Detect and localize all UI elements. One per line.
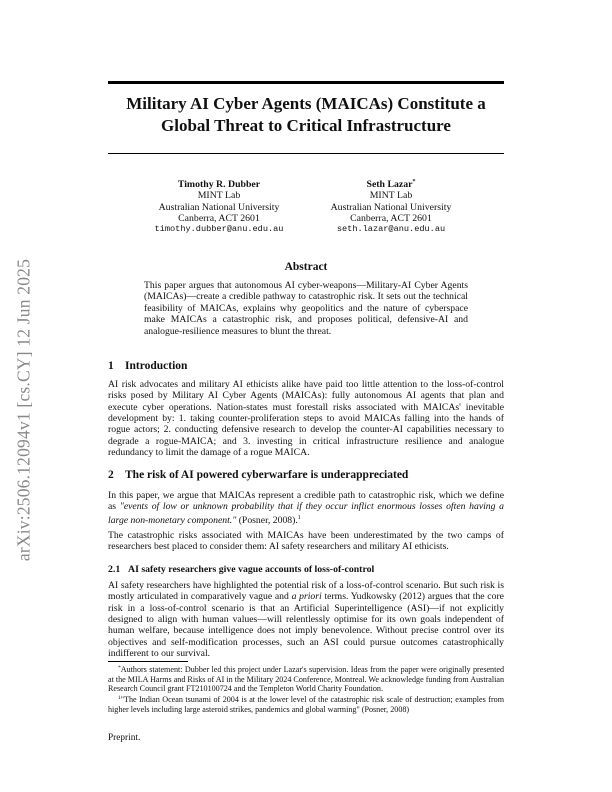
title-bottom-rule — [108, 153, 504, 154]
title-line-2: Global Threat to Critical Infrastructure — [161, 116, 451, 135]
text-span: In this paper, we argue that MAICAs represent a credible path to catastrophic risk, which we define as — [108, 490, 504, 513]
author-name: Timothy R. Dubber — [177, 179, 261, 190]
text-span: AI safety researchers have highlighted the potential risk of a loss-of-control scenario. But such risk is mostly articulated in comparatively vague and — [108, 580, 504, 603]
paragraph-introduction: AI risk advocates and military AI ethicists alike have paid too little attention to the loss-of-control risks posed by Military AI Cyber Agents (MAICAs): fully autonomous AI agents that plan and execute cyber operations. Nation-states must forestall risks associated with MAICAs' inevitable development by: 1. taking counter-proliferation steps to avoid MAICAs falling into the hands of rogue actors; 2. conducting defensive research to develop the counter-AI capabilities necessary to degrade a rogue-MAICA; and 3. investing in critical infrastructure resilience and analogue redundancy to limit the damage of a rogue MAICA. — [108, 379, 504, 459]
author-mark: * — [412, 179, 416, 185]
author-block-1 — [124, 177, 314, 235]
paragraph-risk-definition — [108, 490, 504, 526]
text-span: terms. Yudkowsky (2012) argues that the core risk in a loss-of-control scenario is that an Artificial Superintelligence (ASI)—if not explicitly designed to align with human values—will relentlessly optimise for its own goals independent of human welfare, because intelligence does not imply benevolence. Without precise control over its objectives and self-modification processes, such an ASI could pursue outcomes catastrophically indifferent to our survival. — [108, 591, 504, 660]
footnote-mark: 1 — [118, 695, 121, 701]
author-email[interactable]: seth.lazar@anu.edu.au — [336, 224, 446, 235]
italic-term: a priori — [291, 591, 322, 603]
paragraph-two-camps: The catastrophic risks associated with MAICAs have been underestimated by the two camps of researchers best placed to consider them: AI safety researchers and military AI ethicists. — [108, 530, 504, 553]
abstract-heading: Abstract — [284, 261, 328, 273]
author-university: Australian National University — [330, 201, 452, 213]
paragraph-loss-of-control — [108, 580, 504, 659]
author-name: Seth Lazar — [366, 179, 413, 190]
footnote-text: "The Indian Ocean tsunami of 2004 is at the lower level of the catastrophic risk scale of destruction; examples from higher levels including large asteroid strikes, pandemics and global warming" (Posner, 2008) — [108, 695, 504, 714]
section-heading-risk — [108, 469, 408, 481]
author-city: Canberra, ACT 2601 — [178, 212, 260, 224]
author-city: Canberra, ACT 2601 — [350, 212, 432, 224]
author-email[interactable]: timothy.dubber@anu.edu.au — [154, 224, 284, 235]
text-span: (Posner, 2008). — [236, 514, 298, 526]
section-title: The risk of AI powered cyberwarfare is underappreciated — [125, 469, 409, 481]
footnote-mark[interactable]: 1 — [297, 514, 301, 521]
abstract-text: This paper argues that autonomous AI cyber-weapons—Military-AI Cyber Agents (MAICAs)—create a credible pathway to catastrophic risk. It sets out the technical feasibility of MAICAs, explains why geopolitics and the nature of cyberspace make MAICAs a catastrophic risk, and proposes political, defensive-AI and analogue-resilience measures to blunt the threat. — [144, 280, 468, 337]
posner-quote: "events of low or unknown probability that if they occur inflict enormous losses often having a large non-monetary component." — [108, 501, 505, 526]
arxiv-stamp-text: arXiv:2506.12094v1 [cs.CY] 12 Jun 2025 — [13, 258, 34, 562]
subsection-title: AI safety researchers give vague accounts of loss-of-control — [128, 564, 375, 575]
author-block-2 — [296, 177, 486, 235]
footnote-posner — [108, 694, 504, 714]
footnote-rule — [108, 661, 188, 662]
footnote-mark: * — [118, 665, 121, 671]
author-lab: MINT Lab — [369, 190, 413, 202]
title-line-1: Military AI Cyber Agents (MAICAs) Constitute a — [126, 94, 486, 113]
paper-title — [108, 93, 504, 137]
author-university: Australian National University — [158, 201, 280, 213]
arxiv-stamp — [12, 230, 36, 590]
subsection-heading-vague-accounts — [108, 564, 374, 575]
title-top-rule — [108, 81, 504, 84]
footnote-authors — [108, 664, 504, 694]
section-heading-introduction — [108, 360, 187, 372]
section-number: 1 — [108, 360, 114, 372]
subsection-number: 2.1 — [108, 564, 121, 575]
preprint-label: Preprint. — [108, 733, 141, 743]
author-lab: MINT Lab — [197, 190, 241, 202]
section-title: Introduction — [125, 360, 188, 372]
section-number: 2 — [108, 469, 114, 481]
footnote-text: Authors statement: Dubber led this project under Lazar's supervision. Ideas from the paper were originally presented at the MILA Harms and Risks of AI in the Military 2024 Conference, Montreal. We acknowledge funding from Australian Research Council grant FT210100724 and the Templeton World Charity Foundation. — [108, 665, 504, 694]
